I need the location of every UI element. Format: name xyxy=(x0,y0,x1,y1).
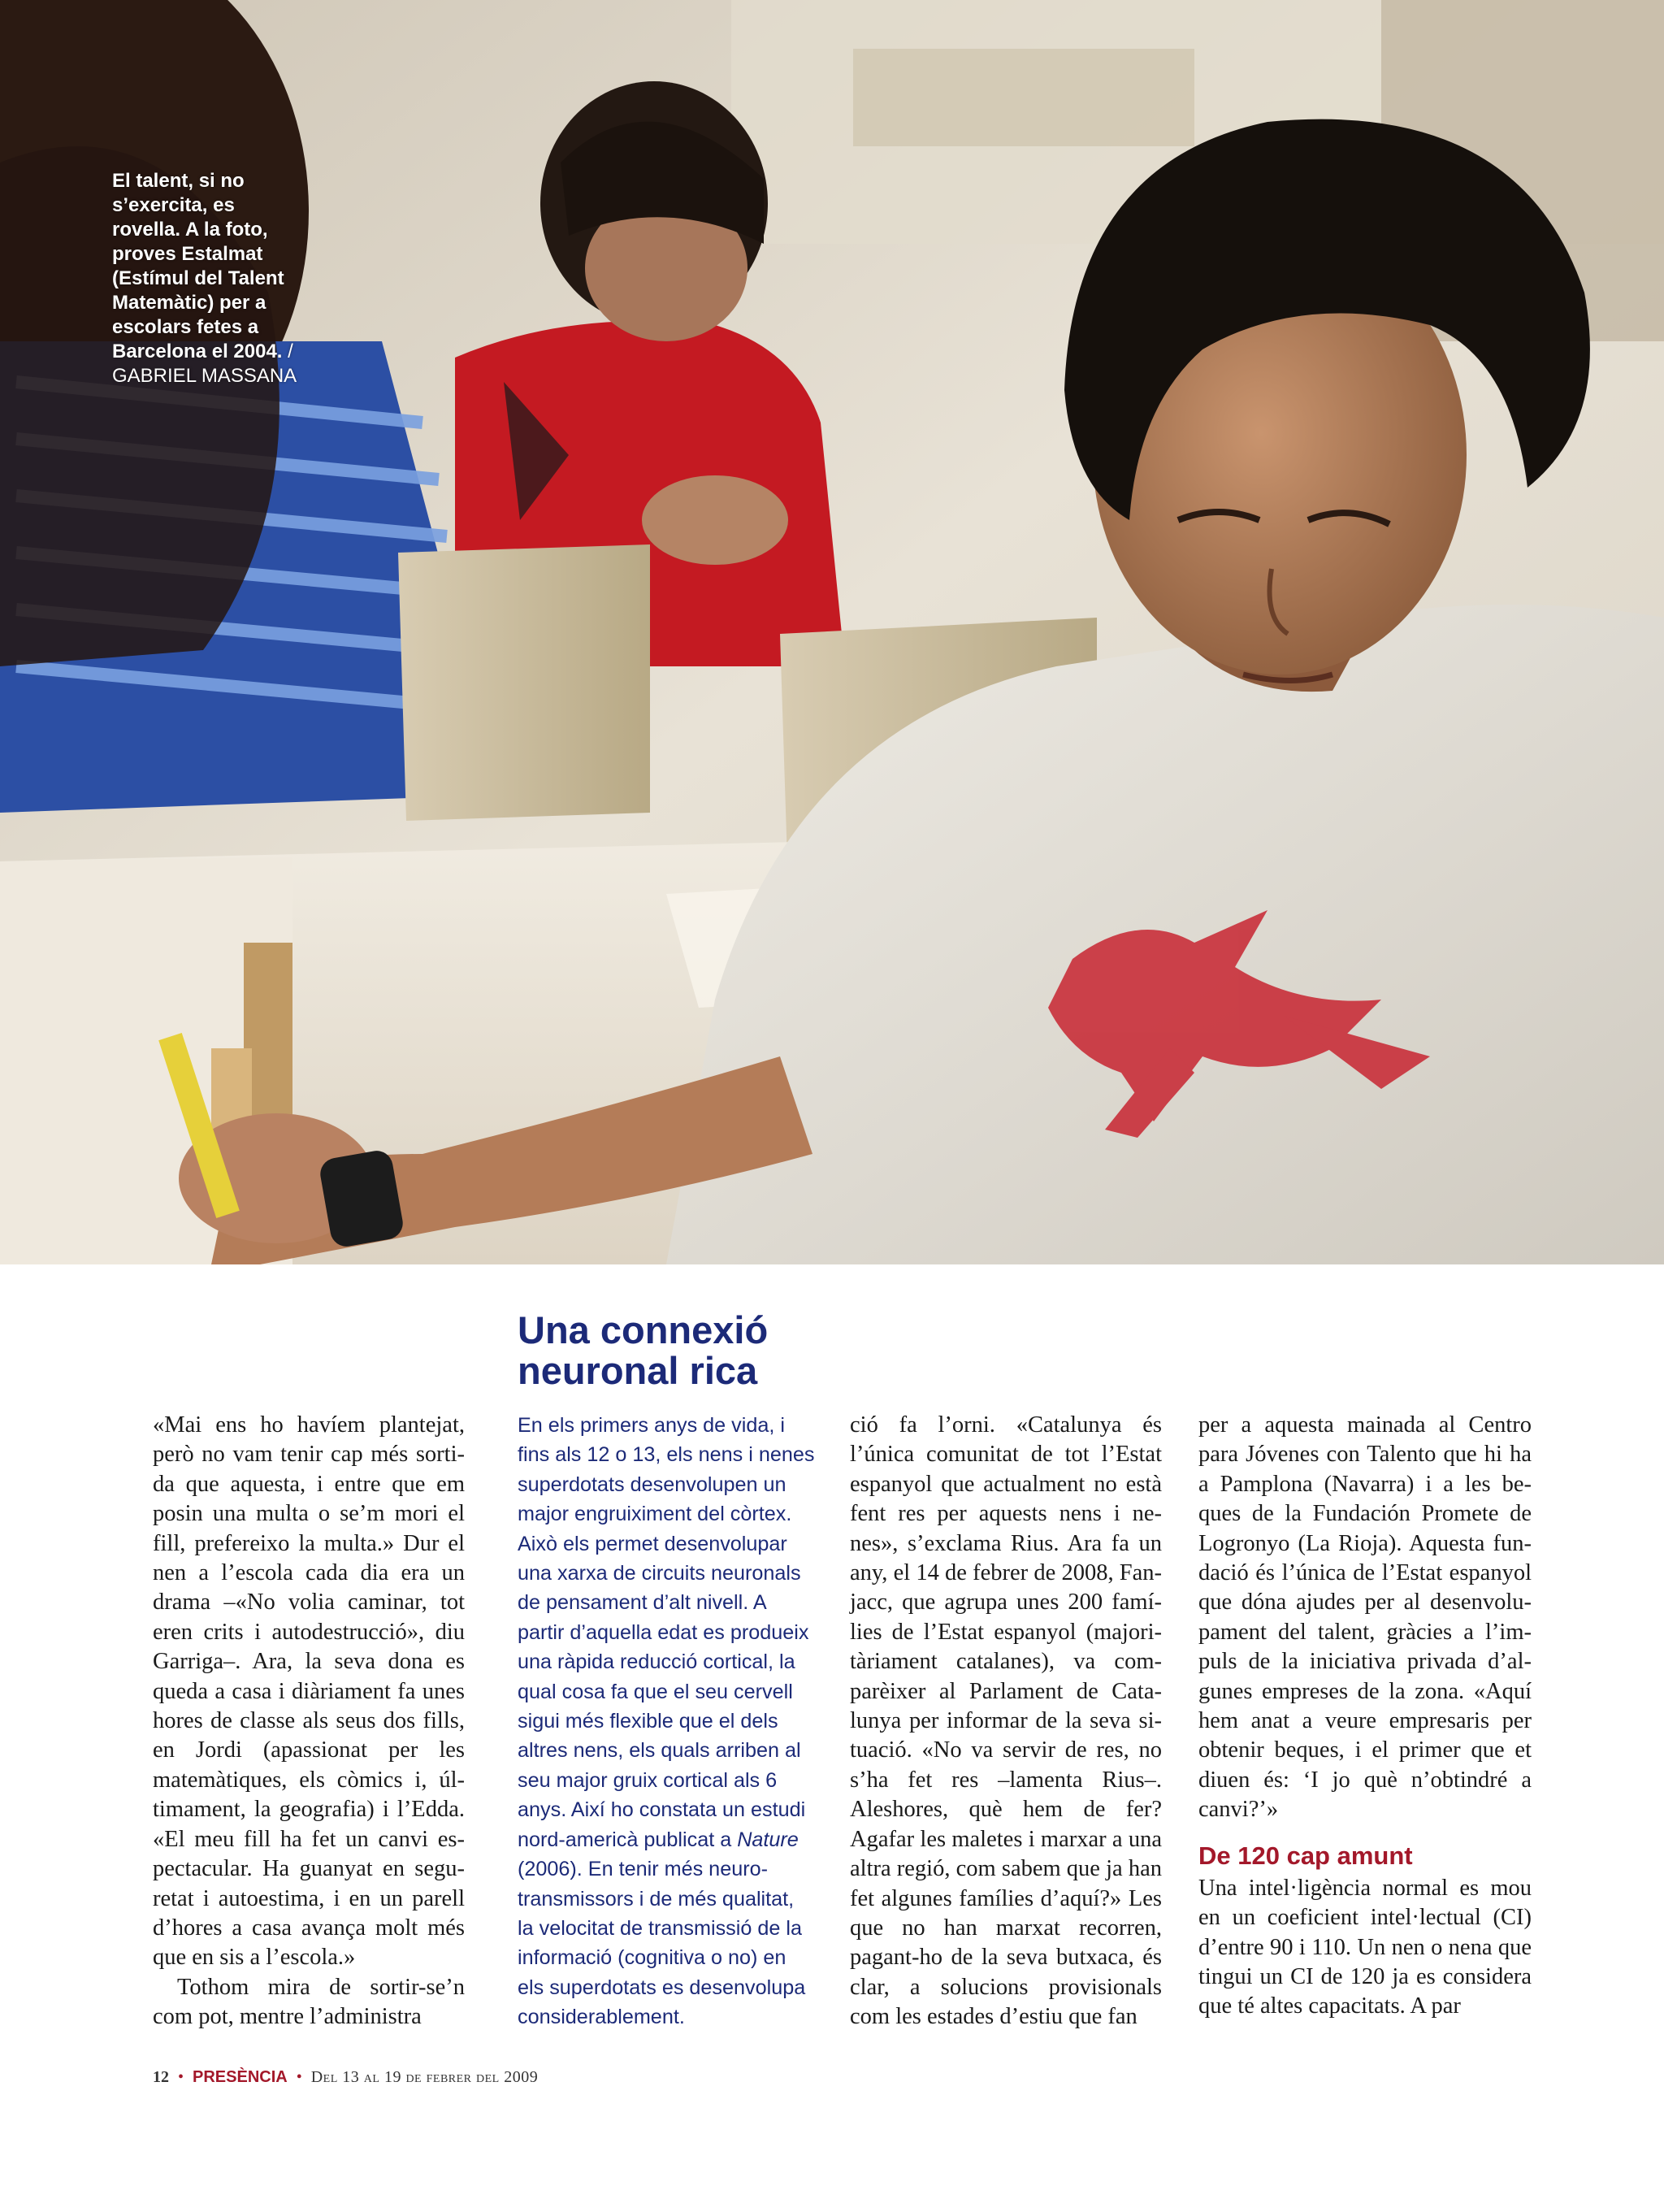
separator-bullet: • xyxy=(178,2068,184,2086)
sidebar-text xyxy=(518,1411,815,2032)
sidebar-title: Una connexió neuronal rica xyxy=(518,1308,769,1392)
issue-dates: Del 13 al 19 de febrer del 2009 xyxy=(310,2068,539,2086)
paragraph: ció fa l’orni. «Catalunya és l’única comunitat de tot l’Estat espanyol que actualment no està fent res per aquests nens i nenes», s’exclama Rius. Ara fa un any, el 14 de febrer de 2008, Fanjacc, que agrupa unes 200 famílies de l’Estat espanyol (majoritàriament catalanes), va comparèixer al Parlament de Catalunya per informar de la seva situació. «No va servir de res, no s’ha fet res –lamenta Rius–. Aleshores, què hem de fer? Agafar les maletes i marxar a una altra regió, com sabem que ja han fet algunes famílies d’aquí?» Les que no han marxat recorren, pagant-ho de la seva butxaca, és clar, a solucions provisionals com les estades d’estiu que fan xyxy=(850,1412,1162,2030)
article-column-3 xyxy=(850,1411,1162,2032)
page-footer xyxy=(153,2068,538,2087)
section-subhead: De 120 cap amunt xyxy=(1198,1841,1413,1870)
photo-credit: / GABRIEL MASSANA xyxy=(112,340,297,387)
separator-bullet: • xyxy=(296,2068,302,2086)
caption-text: El talent, si no s’exercita, es rovella. A la foto, proves Estalmat (Estímul del Talent Matemàtic) per a escolars fetes a Barcelona el 2004. xyxy=(112,170,284,362)
article-column-1 xyxy=(153,1411,465,2032)
paragraph: «Mai ens ho havíem plantejat, però no vam tenir cap més sortida que aquesta, i entre que em posin una multa o se’m mori el fill, prefereixo la multa.» Dur el nen a l’escola cada dia era un drama –«No volia caminar, tot eren crits i autodestrucció», diu Garriga–. Ara, la seva dona es queda a casa i diàriament fa unes hores de classe als seus dos fills, en Jordi (apassionat per les matemàtiques, els còmics i, últimament, la geografia) i l’Edda. «El meu fill ha fet un canvi espectacular. Ha guanyat en seguretat i autoestima, i en un parell d’hores a casa avança molt més que en sis a l’escola.» xyxy=(153,1412,465,1971)
page-number: 12 xyxy=(153,2068,169,2086)
sidebar-box xyxy=(518,1411,815,2032)
article-column-4 xyxy=(1198,1411,1532,2022)
magazine-name: PRESÈNCIA xyxy=(193,2068,288,2086)
paragraph: Tothom mira de sortir-se’n com pot, mentre l’administra xyxy=(153,1974,465,2030)
sidebar-text-part: En els primers anys de vida, i fins als 12 o 13, els nens i nenes superdotats desenvolupen un major engruiximent del còrtex. Això els permet desenvolupar una xarxa de circuits neuronals de pensament d’alt nivell. A partir d’aquella edat es produeix una ràpida reducció cortical, la qual cosa fa que el seu cervell sigui més flexible que el dels altres nens, els quals arriben al seu major gruix cortical als 6 anys. Així ho constata un estudi nord-americà publicat a xyxy=(518,1414,815,1851)
paragraph: per a aquesta mainada al Centro para Jóvenes con Talento que hi ha a Pamplona (Navarra) i a les beques de la Fundación Promete de Logronyo (La Rioja). Aquesta fundació és l’única de l’Estat espanyol que dóna ajudes per al desenvolupament del talent, gràcies a l’impuls de la iniciativa privada d’algunes empreses de la zona. «Aquí hem anat a veure empresaris per obtenir beques, i el primer que et diuen és: ‘I jo què n’obtindré a canvi?’» xyxy=(1198,1412,1532,1823)
sidebar-text-part: (2006). En tenir més neurotransmissors i de més qualitat, la velocitat de transmissió de la informació (cognitiva o no) en els superdotats es desenvolupa considerablement. xyxy=(518,1858,806,2029)
photo-caption xyxy=(112,169,299,388)
journal-name: Nature xyxy=(737,1828,799,1851)
paragraph: Una intel·ligència normal es mou en un coeficient intel·lectual (CI) d’entre 90 i 110. Un nen o nena que tingui un CI de 120 ja es considera que té altes capacitats. A par xyxy=(1198,1875,1532,2019)
